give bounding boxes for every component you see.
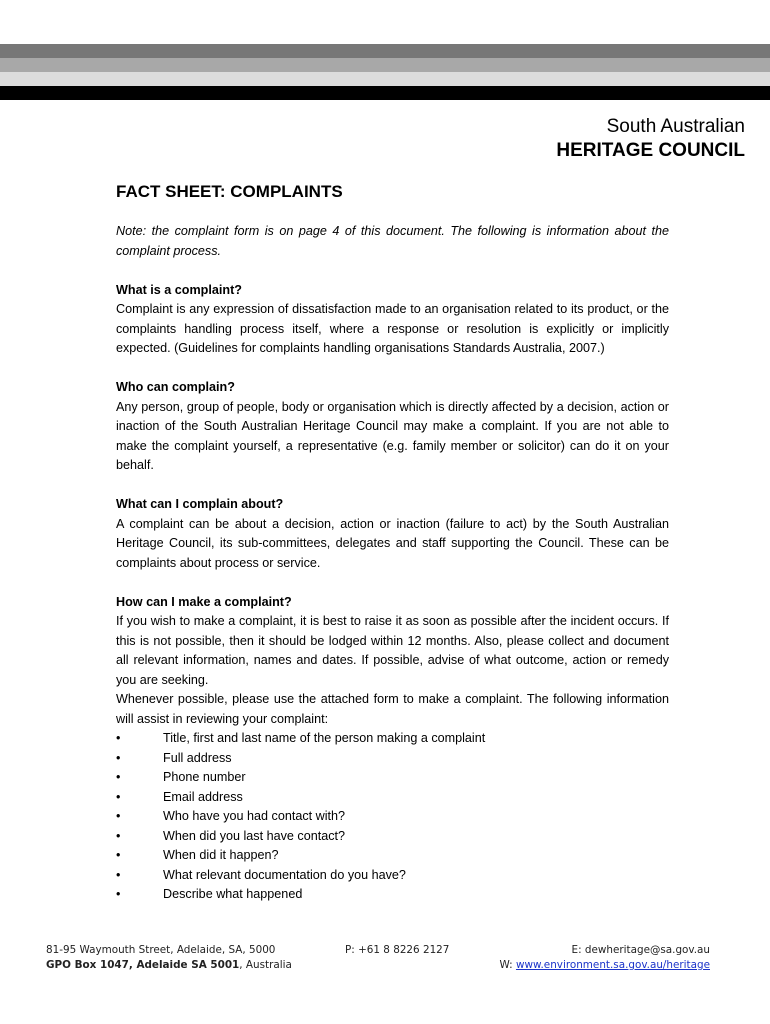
page-title: FACT SHEET: COMPLAINTS bbox=[116, 182, 343, 201]
footer-contact bbox=[500, 943, 711, 973]
header-stripe-light bbox=[0, 72, 770, 86]
section-text: If you wish to make a complaint, it is best to raise it as soon as possible after the incident occurs. If this is not possible, then it should be lodged within 12 months. Also, please collect and document all relevant information, names and dates. If possible, advise of what outcome, action or remedy you are seeking. bbox=[116, 614, 669, 687]
footer-phone: P: +61 8 8226 2127 bbox=[345, 944, 450, 956]
list-item-text: Full address bbox=[163, 750, 232, 765]
section-what-can-complain-about bbox=[116, 495, 669, 573]
bullet-icon: • bbox=[116, 750, 121, 765]
bullet-icon: • bbox=[116, 770, 121, 784]
section-who-can-complain bbox=[116, 378, 669, 476]
required-information-list bbox=[116, 729, 669, 905]
list-item bbox=[116, 807, 669, 827]
list-item bbox=[116, 846, 669, 866]
footer-email: E: dewheritage@sa.gov.au bbox=[571, 944, 710, 956]
section-heading: What is a complaint? bbox=[116, 282, 242, 297]
organisation-line-1: South Australian bbox=[606, 116, 745, 137]
list-item bbox=[116, 827, 669, 847]
bullet-icon: • bbox=[116, 809, 121, 823]
list-item bbox=[116, 749, 669, 769]
bullet-icon: • bbox=[116, 867, 121, 882]
section-text: A complaint can be about a decision, action or inaction (failure to act) by the South Australian Heritage Council, its sub-committees, delegates and staff supporting the Council. These can be complaints about process or service. bbox=[116, 516, 669, 570]
list-item bbox=[116, 729, 669, 749]
list-item-text: Describe what happened bbox=[163, 887, 303, 901]
section-how-to-complain bbox=[116, 593, 669, 905]
organisation-line-2: HERITAGE COUNCIL bbox=[556, 140, 745, 161]
footer-street-address: 81-95 Waymouth Street, Adelaide, SA, 5000 bbox=[46, 944, 276, 956]
complaint-form-note: Note: the complaint form is on page 4 of this document. The following is information about the complaint process. bbox=[116, 224, 669, 258]
list-item-text: When did you last have contact? bbox=[163, 828, 346, 843]
footer-web-prefix: W: bbox=[499, 959, 516, 971]
bullet-icon: • bbox=[116, 887, 121, 901]
organisation-name bbox=[556, 115, 745, 163]
list-item-text: Who have you had contact with? bbox=[163, 809, 346, 823]
footer-postal-address bbox=[46, 958, 292, 973]
section-text: Any person, group of people, body or organisation which is directly affected by a decision, action or inaction of the South Australian Heritage Council may make a complaint. If you are not able to make the complaint yourself, a representative (e.g. family member or solicitor) can do it on your behalf. bbox=[116, 399, 669, 472]
bullet-icon: • bbox=[116, 828, 121, 843]
header-stripe-dark bbox=[0, 44, 770, 58]
footer-web bbox=[500, 958, 711, 973]
bullet-icon: • bbox=[116, 848, 121, 862]
footer-address bbox=[46, 943, 292, 973]
section-heading: Who can complain? bbox=[116, 380, 235, 394]
bullet-icon: • bbox=[116, 789, 121, 804]
footer-po-box: GPO Box 1047, Adelaide SA 5001 bbox=[46, 959, 240, 971]
list-item-text: Phone number bbox=[163, 770, 246, 784]
header-stripe-black bbox=[0, 86, 770, 100]
section-text: Complaint is any expression of dissatisfaction made to an organisation related to its product, or the complaints handling process itself, where a response or resolution is explicitly or implicitly expected. (Guidelines for complaints handling organisations Standards Australia, 2007.) bbox=[116, 302, 669, 355]
list-item-text: Email address bbox=[163, 789, 243, 804]
list-item bbox=[116, 788, 669, 808]
header-stripe-mid bbox=[0, 58, 770, 72]
section-what-is-complaint bbox=[116, 281, 669, 359]
list-item-text: What relevant documentation do you have? bbox=[163, 867, 406, 882]
footer-country: , Australia bbox=[239, 959, 292, 971]
list-item bbox=[116, 866, 669, 886]
list-item bbox=[116, 768, 669, 788]
list-item-text: Title, first and last name of the person making a complaint bbox=[163, 731, 486, 745]
list-item-text: When did it happen? bbox=[163, 848, 279, 862]
section-heading: What can I complain about? bbox=[116, 497, 284, 511]
list-item bbox=[116, 885, 669, 905]
heritage-website-link[interactable]: www.environment.sa.gov.au/heritage bbox=[515, 959, 710, 971]
section-heading: How can I make a complaint? bbox=[116, 594, 292, 609]
document-body bbox=[116, 180, 669, 905]
bullet-icon: • bbox=[116, 731, 121, 745]
section-text-form-instructions: Whenever possible, please use the attached form to make a complaint. The following information will assist in reviewing your complaint: bbox=[116, 692, 669, 726]
